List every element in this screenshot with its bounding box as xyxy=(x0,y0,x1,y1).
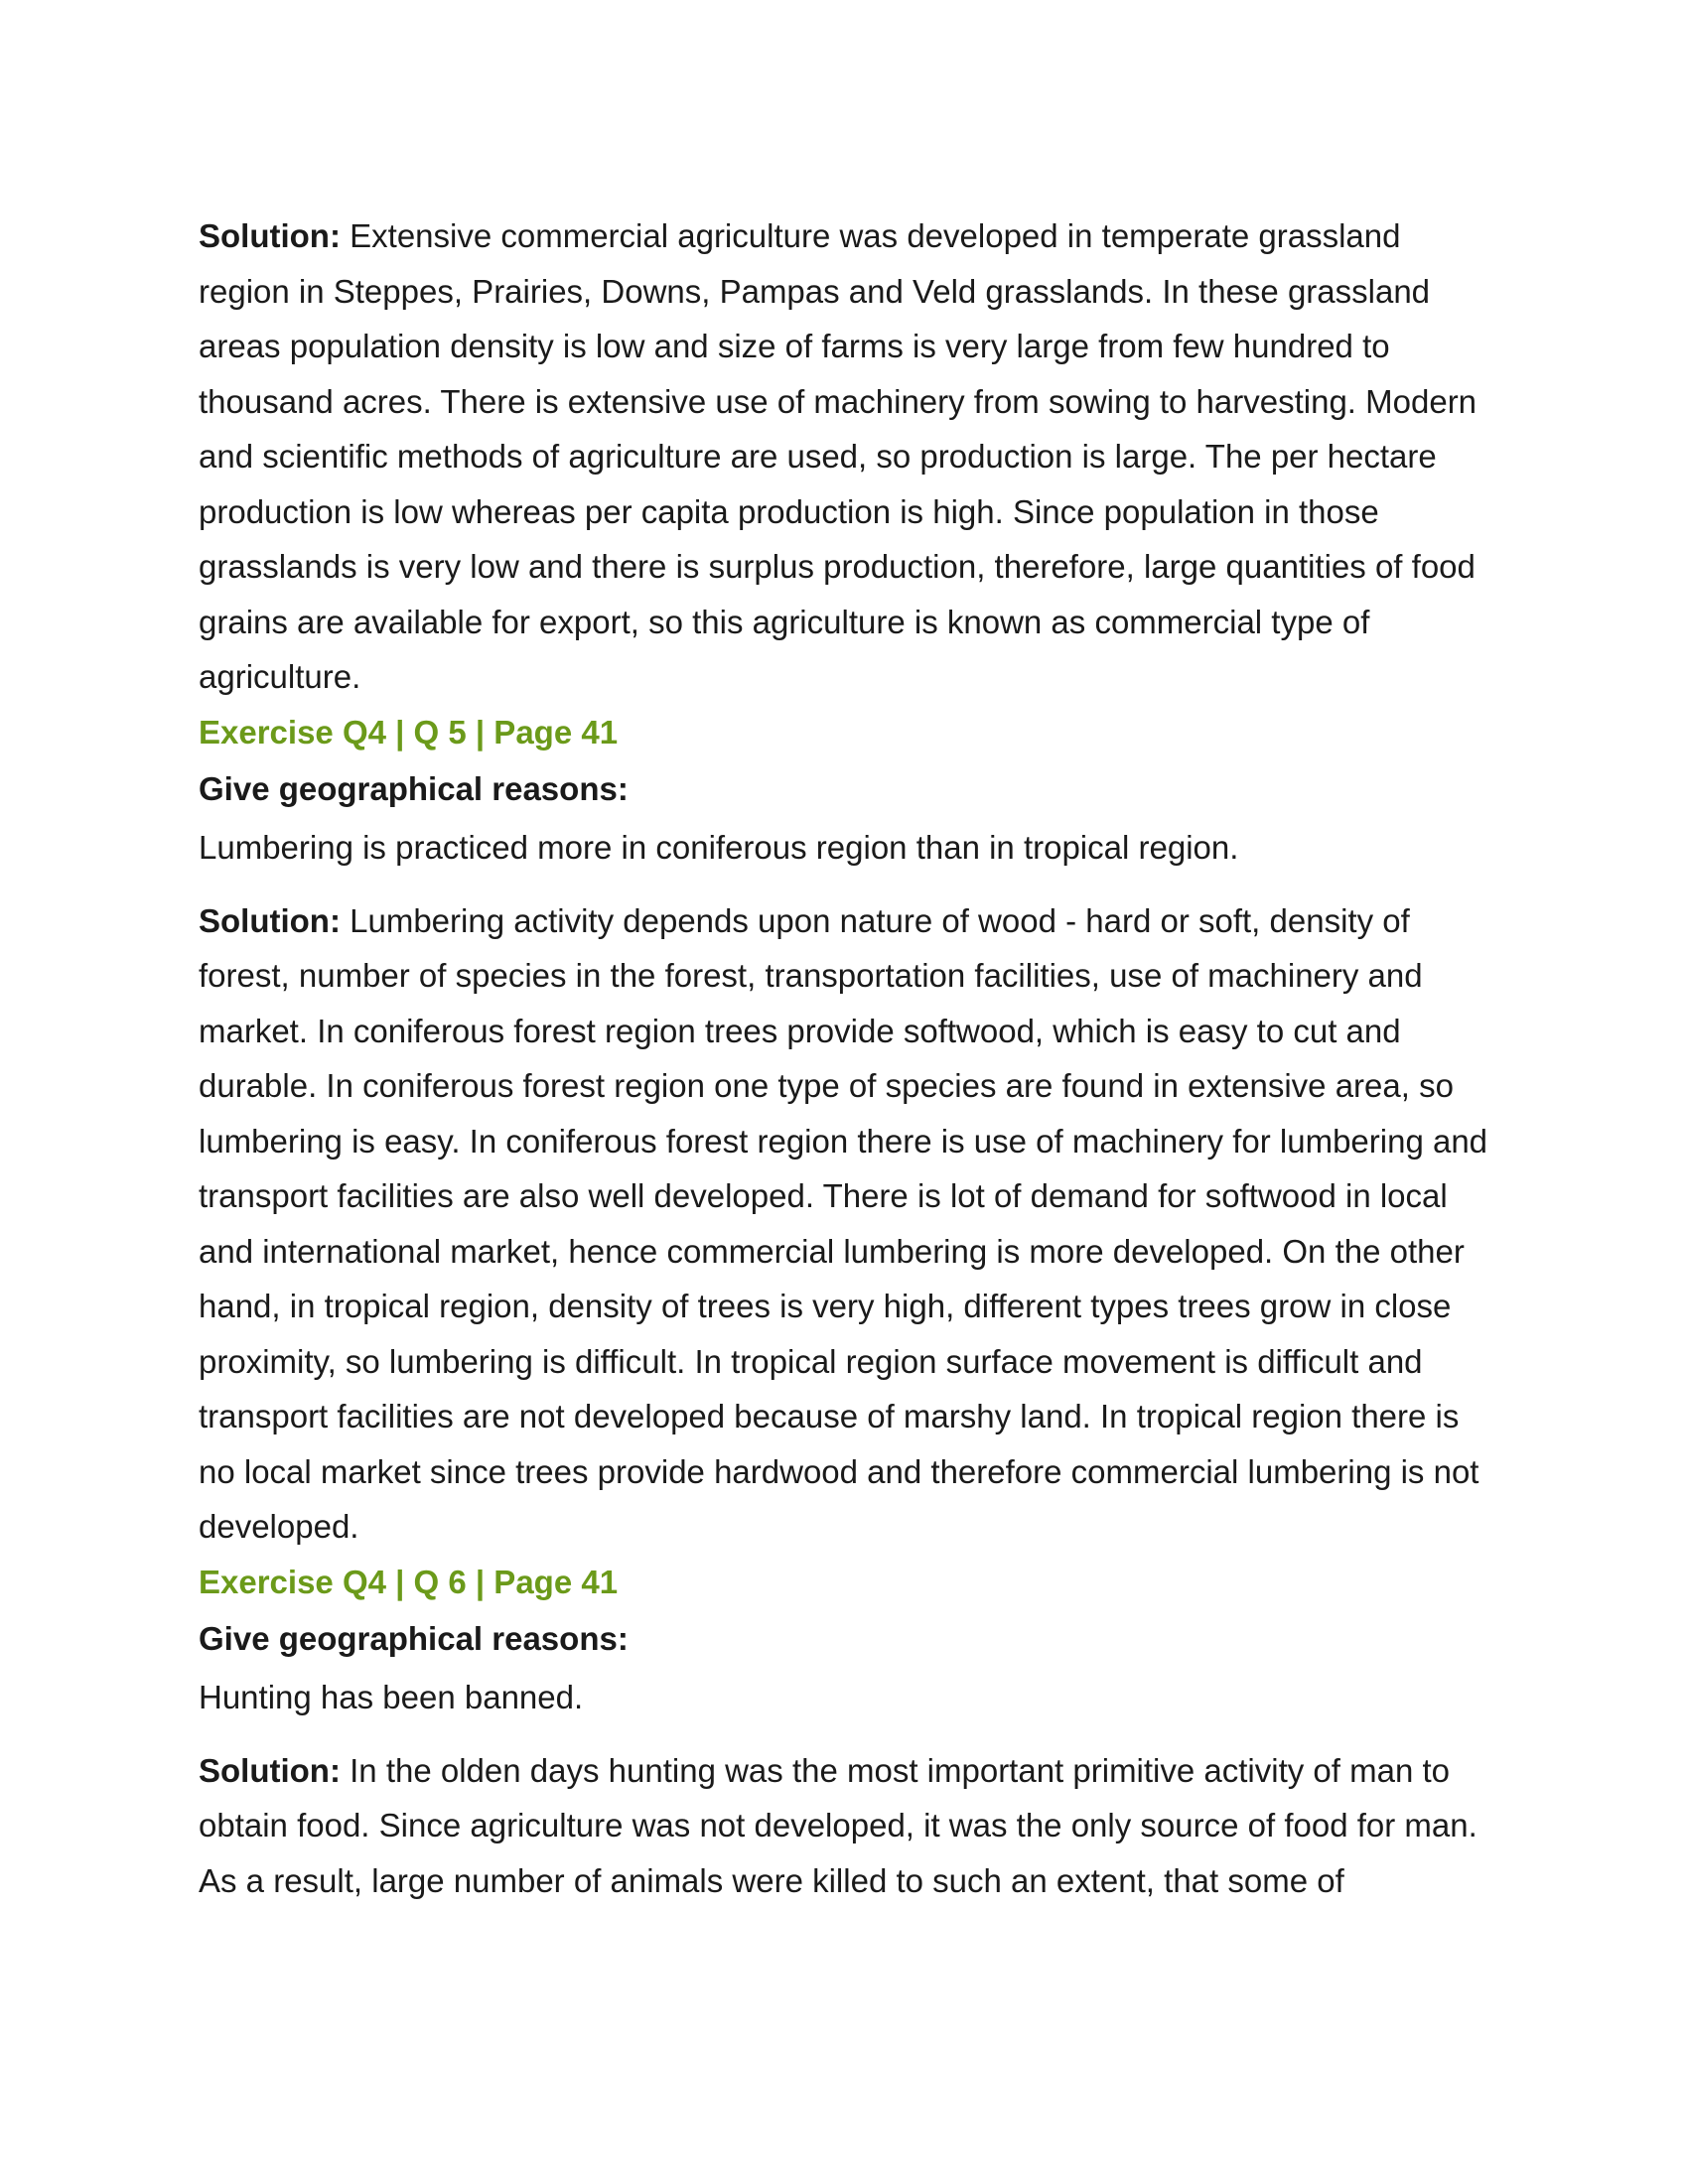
question-heading: Give geographical reasons: xyxy=(199,769,629,807)
solution-text: In the olden days hunting was the most important primitive activity of man to obtain food. Since agriculture was not developed, it was the only source of food for man. As a result, large number of animals were killed to such an extent, that some of xyxy=(199,1751,1477,1899)
solution-text: Extensive commercial agriculture was developed in temperate grassland region in Steppes, Prairies, Downs, Pampas and Veld grasslands. In these grassland areas population density is low and size of farms is very large from few hundred to thousand acres. There is extensive use of machinery from sowing to harvesting. Modern and scientific methods of agriculture are used, so production is large. The per hectare production is low whereas per capita production is high. Since population in those grasslands is very low and there is surplus production, therefore, large quantities of food grains are available for export, so this agriculture is known as commercial type of agriculture. xyxy=(199,217,1477,695)
exercise-reference-link[interactable]: Exercise Q4 | Q 5 | Page 41 xyxy=(199,713,619,751)
solution-label: Solution: xyxy=(199,217,341,254)
solution-label: Solution: xyxy=(199,901,341,939)
solution-text: Lumbering activity depends upon nature of wood - hard or soft, density of forest, number of species in the forest, transportation facilities, use of machinery and market. In coniferous forest region trees provide softwood, which is easy to cut and durable. In coniferous forest region one type of species are found in extensive area, so lumbering is easy. In coniferous forest region there is use of machinery for lumbering and transport facilities are also well developed. There is lot of demand for softwood in local and international market, hence commercial lumbering is more developed. On the other hand, in tropical region, density of trees is very high, different types trees grow in close proximity, so lumbering is difficult. In tropical region surface movement is difficult and transport facilities are not developed because of marshy land. In tropical region there is no local market since trees provide hardwood and therefore commercial lumbering is not developed. xyxy=(199,901,1488,1545)
solution-paragraph xyxy=(199,208,1489,705)
solution-label: Solution: xyxy=(199,1751,341,1789)
question-text: Lumbering is practiced more in coniferous region than in tropical region. xyxy=(199,828,1239,866)
document-page xyxy=(199,208,1489,1908)
solution-paragraph xyxy=(199,1743,1489,1909)
exercise-reference-link[interactable]: Exercise Q4 | Q 6 | Page 41 xyxy=(199,1563,619,1600)
solution-paragraph xyxy=(199,893,1489,1555)
question-text: Hunting has been banned. xyxy=(199,1678,584,1715)
question-heading: Give geographical reasons: xyxy=(199,1619,629,1657)
